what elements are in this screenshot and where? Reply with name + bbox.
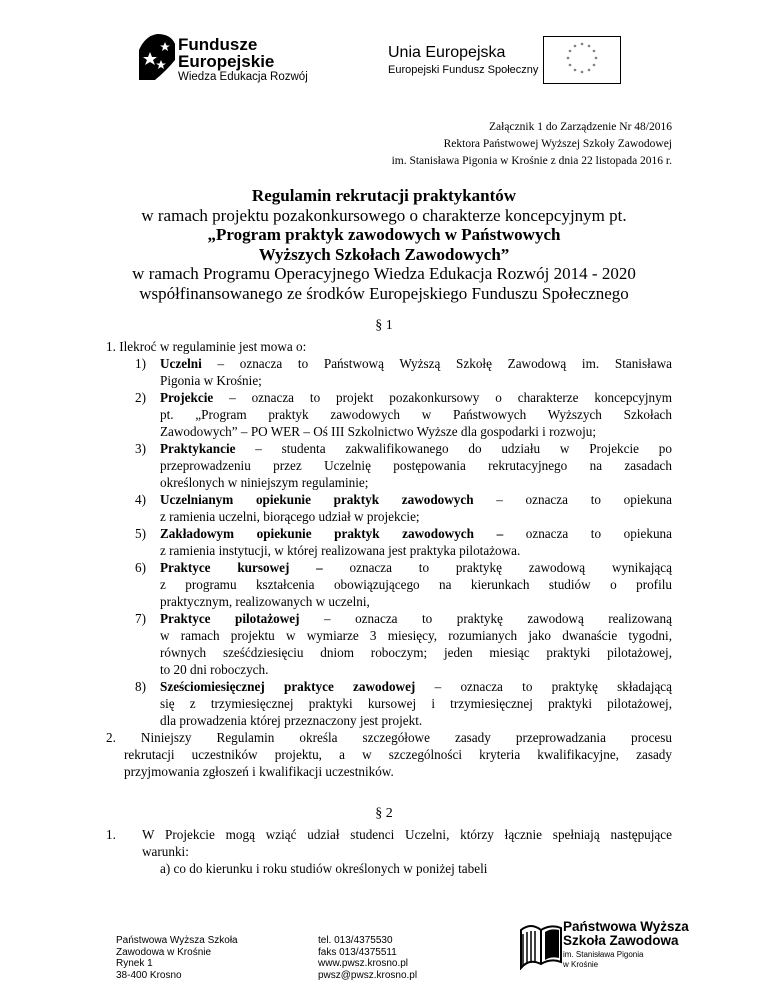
title-line3: „Program praktyk zawodowych w Państwowych xyxy=(207,225,561,244)
item5-text1: oznacza to opiekuna xyxy=(503,526,672,541)
item3-term: Praktykancie xyxy=(160,441,236,456)
pwsz-logo-text xyxy=(563,920,689,970)
footer-addr3: Rynek 1 xyxy=(116,958,153,969)
p2-line3: przyjmowania zgłoszeń i kwalifikacji uczestników. xyxy=(124,764,394,779)
item1-line1 xyxy=(160,355,672,373)
ue-logo-text xyxy=(388,44,538,78)
pwsz-line3: im. Stanisława Pigonia xyxy=(563,950,644,959)
item2-line2: pt. „Program praktyk zawodowych w Państwowych Wyższych Szkołach xyxy=(160,407,672,422)
title-line5: w ramach Programu Operacyjnego Wiedza Edukacja Rozwój 2014 - 2020 xyxy=(132,264,636,283)
item2-num: 2) xyxy=(135,390,146,405)
item2-line1 xyxy=(160,389,672,407)
item8-line3: dla prowadzenia której przeznaczony jest projekt. xyxy=(160,713,423,728)
item4-num: 4) xyxy=(135,492,146,507)
section2-heading: § 2 xyxy=(375,806,393,821)
item8-term: Sześciomiesięcznej praktyce zawodowej xyxy=(160,679,416,694)
eu-flag xyxy=(543,36,621,84)
item4-line1 xyxy=(160,491,672,509)
item2-term: Projekcie xyxy=(160,390,214,405)
item7-num: 7) xyxy=(135,611,146,626)
svg-text:*: * xyxy=(580,42,584,49)
footer-addr2: Zawodowa w Krośnie xyxy=(116,946,212,958)
pwsz-line2: Szkoła Zawodowa xyxy=(563,933,679,948)
section1-heading: § 1 xyxy=(375,318,393,333)
item8-num: 8) xyxy=(135,679,146,694)
pwsz-book-icon xyxy=(519,918,563,970)
item4-text1: – oznacza to opiekuna xyxy=(473,492,672,507)
annex-note xyxy=(392,119,672,170)
item5-term: Zakładowym opiekunie praktyk zawodowych – xyxy=(160,526,504,541)
annex-line1: Załącznik 1 do Zarządzenie Nr 48/2016 xyxy=(489,121,672,133)
item5-line1 xyxy=(160,525,672,543)
item5-num: 5) xyxy=(135,526,146,541)
footer-address xyxy=(116,935,238,981)
footer-addr4: 38-400 Krosno xyxy=(116,969,182,981)
title-line4: Wyższych Szkołach Zawodowych” xyxy=(258,244,510,264)
svg-text:*: * xyxy=(592,63,596,70)
svg-text:*: * xyxy=(587,44,591,51)
item3-line2: przeprowadzeniu przez Uczelnię postępowania rekrutacyjnego na zasadach xyxy=(160,458,672,473)
item6-line2: z programu kształcenia obowiązującego na kierunkach studiów o profilu xyxy=(160,577,672,592)
item3-text1: – studenta zakwalifikowanego do udziału w Projekcie po xyxy=(235,441,672,456)
eu-stars-icon xyxy=(544,37,620,83)
svg-text:*: * xyxy=(580,70,584,77)
item4-line2: z ramienia uczelni, biorącego udział w projekcie; xyxy=(160,509,420,524)
item6-line3: praktycznym, realizowanych w uczelni, xyxy=(160,594,370,609)
footer-www[interactable]: www.pwsz.krosno.pl xyxy=(318,958,409,969)
svg-text:*: * xyxy=(587,68,591,75)
item2-text1: – oznacza to projekt pozakonkursowy o charakterze koncepcyjnym xyxy=(213,390,672,405)
svg-text:*: * xyxy=(594,56,598,63)
s2-a-line1: a) co do kierunku i roku studiów określonych w poniżej tabeli xyxy=(160,861,488,876)
item4-term: Uczelnianym opiekunie praktyk zawodowych xyxy=(160,492,474,507)
document-title xyxy=(0,186,768,303)
svg-text:*: * xyxy=(566,56,570,63)
ue-line1: Unia Europejska xyxy=(388,44,506,61)
annex-line2: Rektora Państwowej Wyższej Szkoły Zawodowej xyxy=(443,138,672,150)
annex-line3: im. Stanisława Pigonia w Krośnie z dnia 22 listopada 2016 r. xyxy=(391,155,672,167)
item1-line2: Pigonia w Krośnie; xyxy=(160,373,262,388)
item6-term: Praktyce kursowej – xyxy=(160,560,323,575)
svg-text:*: * xyxy=(568,63,572,70)
item7-line3: równych sześćdziesięciu dniom roboczym; jeden miesiąc praktyki pilotażowej, xyxy=(160,645,672,660)
item1-term: Uczelni xyxy=(160,356,202,371)
s2-p1-line1: W Projekcie mogą wziąć udział studenci Uczelni, którzy łącznie spełniają następujące xyxy=(142,827,672,842)
pwsz-line1: Państwowa Wyższa xyxy=(563,919,689,934)
item7-term: Praktyce pilotażowej xyxy=(160,611,300,626)
svg-text:*: * xyxy=(573,44,577,51)
fe-line3: Wiedza Edukacja Rozwój xyxy=(178,71,308,83)
footer-contact xyxy=(318,935,417,981)
footer-addr1: Państwowa Wyższa Szkoła xyxy=(116,935,238,946)
item1-text1: – oznacza to Państwową Wyższą Szkołę Zawodową im. Stanisława xyxy=(201,356,672,371)
item7-text1: – oznacza to praktykę zawodową realizowaną xyxy=(299,611,672,626)
item7-line4: to 20 dni roboczych. xyxy=(160,662,269,677)
section1-intro: 1. Ilekroć w regulaminie jest mowa o: xyxy=(106,339,307,354)
item3-line1 xyxy=(160,440,672,458)
footer-tel: tel. 013/4375530 xyxy=(318,935,393,946)
item1-num: 1) xyxy=(135,356,146,371)
fe-logo-icon xyxy=(137,30,177,82)
item3-num: 3) xyxy=(135,441,146,456)
item8-line2: się z trzymiesięcznej praktyki kursowej i trzymiesięcznej praktyki pilotażowej, xyxy=(160,696,672,711)
pwsz-line4: w Krośnie xyxy=(563,960,599,969)
item6-text1: oznacza to praktykę zawodową wynikającą xyxy=(322,560,672,575)
item8-line1 xyxy=(160,678,672,696)
item5-line2: z ramienia instytucji, w której realizowana jest praktyka pilotażowa. xyxy=(160,543,521,558)
item7-line2: w ramach projektu w wymiarze 3 miesięcy, rozumianych jako dwanaście tygodni, xyxy=(160,628,672,643)
item6-line1 xyxy=(160,559,672,577)
fe-line1: Fundusze xyxy=(178,35,258,54)
p2-line2: rekrutacji uczestników projektu, a w szczególności kryteria kwalifikacyjne, zasady xyxy=(124,747,672,762)
p2-line1: 2. Niniejszy Regulamin określa szczegółowe zasady przeprowadzania procesu xyxy=(106,730,672,745)
s2-p1-num: 1. xyxy=(106,827,116,842)
footer-fax: faks 013/4375511 xyxy=(318,946,397,958)
fe-line2: Europejskie xyxy=(178,52,275,71)
title-line1: Regulamin rekrutacji praktykantów xyxy=(251,186,517,205)
title-line6: współfinansowanego ze środków Europejskiego Funduszu Społecznego xyxy=(139,283,629,303)
s2-p1-line2: warunki: xyxy=(142,844,189,859)
item7-line1 xyxy=(160,610,672,628)
item8-text1: – oznacza to praktykę składającą xyxy=(415,679,673,694)
item2-line3: Zawodowych” – PO WER – Oś III Szkolnictwo Wyższe dla gospodarki i rozwoju; xyxy=(160,424,597,439)
svg-text:*: * xyxy=(568,49,572,56)
pwsz-logo xyxy=(519,918,563,970)
fe-logo xyxy=(137,30,177,82)
item6-num: 6) xyxy=(135,560,146,575)
svg-text:*: * xyxy=(592,49,596,56)
fe-logo-text xyxy=(178,36,308,85)
footer-email[interactable]: pwsz@pwsz.krosno.pl xyxy=(318,969,418,981)
ue-line2: Europejski Fundusz Społeczny xyxy=(388,64,539,76)
title-line2: w ramach projektu pozakonkursowego o charakterze koncepcyjnym pt. xyxy=(141,205,627,225)
svg-text:*: * xyxy=(573,68,577,75)
item3-line3: określonych w niniejszym regulaminie; xyxy=(160,475,369,490)
